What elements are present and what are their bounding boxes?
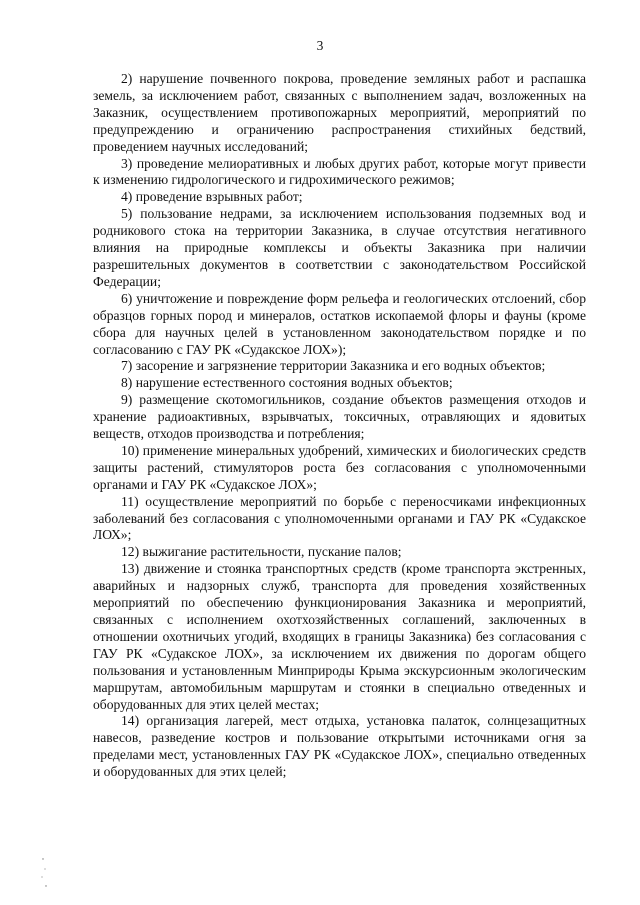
list-item-7: 7) засорение и загрязнение территории Заказника и его водных объектов; [121, 358, 546, 374]
list-item-11: 11) осуществление мероприятий по борьбе с переносчиками инфекционных заболеваний без согласования с уполномоченными органами и ГАУ РК «Судакское ЛОХ»; [93, 493, 586, 543]
list-item-12: 12) выжигание растительности, пускание палов; [121, 544, 402, 560]
list-item-10: 10) применение минеральных удобрений, химических и биологических средств защиты растений, стимуляторов роста без согласования с уполномоченными органами и ГАУ РК «Судакское ЛОХ»; [93, 442, 586, 492]
list-item-5: 5) пользование недрами, за исключением использования подземных вод и родникового стока на территории Заказника, в случае отсутствия негативного влияния на природные комплексы и объекты Заказника при наличии разрешительных документов в соответствии с законодательством Российской Федерации; [93, 206, 586, 289]
list-item-4: 4) проведение взрывных работ; [121, 189, 303, 205]
document-body [93, 71, 586, 781]
list-item-14: 14) организация лагерей, мест отдыха, установка палаток, солнцезащитных навесов, разведение костров и пользование открытыми источниками огня за пределами мест, установленных ГАУ РК «Судакское ЛОХ», специально отведенных и оборудованных для этих целей; [93, 713, 586, 780]
scan-speckles [40, 855, 50, 895]
list-item-6: 6) уничтожение и повреждение форм рельефа и геологических отслоений, сбор образцов горных пород и минералов, остатков ископаемой флоры и фауны (кроме сбора для научных целей в установленном законодательством порядке и по согласованию с ГАУ РК «Судакское ЛОХ»); [93, 290, 586, 357]
list-item-8: 8) нарушение естественного состояния водных объектов; [121, 375, 453, 391]
list-item-9: 9) размещение скотомогильников, создание объектов размещения отходов и хранение радиоактивных, взрывчатых, токсичных, отравляющих и ядовитых веществ, отходов производства и потребления; [93, 392, 586, 442]
list-item-2: 2) нарушение почвенного покрова, проведение земляных работ и распашка земель, за исключением работ, связанных с выполнением задач, возложенных на Заказник, осуществлением противопожарных мероприятий, мероприятий по предупреждению и ограничению распространения стихийных бедствий, проведением научных исследований; [93, 71, 586, 154]
list-item-3: 3) проведение мелиоративных и любых других работ, которые могут привести к изменению гидрологического и гидрохимического режимов; [93, 155, 586, 188]
page-number: 3 [316, 38, 324, 53]
list-item-13: 13) движение и стоянка транспортных средств (кроме транспорта экстренных, аварийных и надзорных служб, транспорта для проведения хозяйственных мероприятий по обеспечению функционирования Заказника и мероприятий, связанных с исполнением охотхозяйственных соглашений, заключенных в отношении охотничьих угодий, входящих в границы Заказника) без согласования с ГАУ РК «Судакское ЛОХ», за исключением их движения по дорогам общего пользования и установленным Минприроды Крыма экскурсионным экологическим маршрутам, автомобильным маршрутам и стоянки в специально отведенных и оборудованных для этих целей местах; [93, 561, 586, 712]
